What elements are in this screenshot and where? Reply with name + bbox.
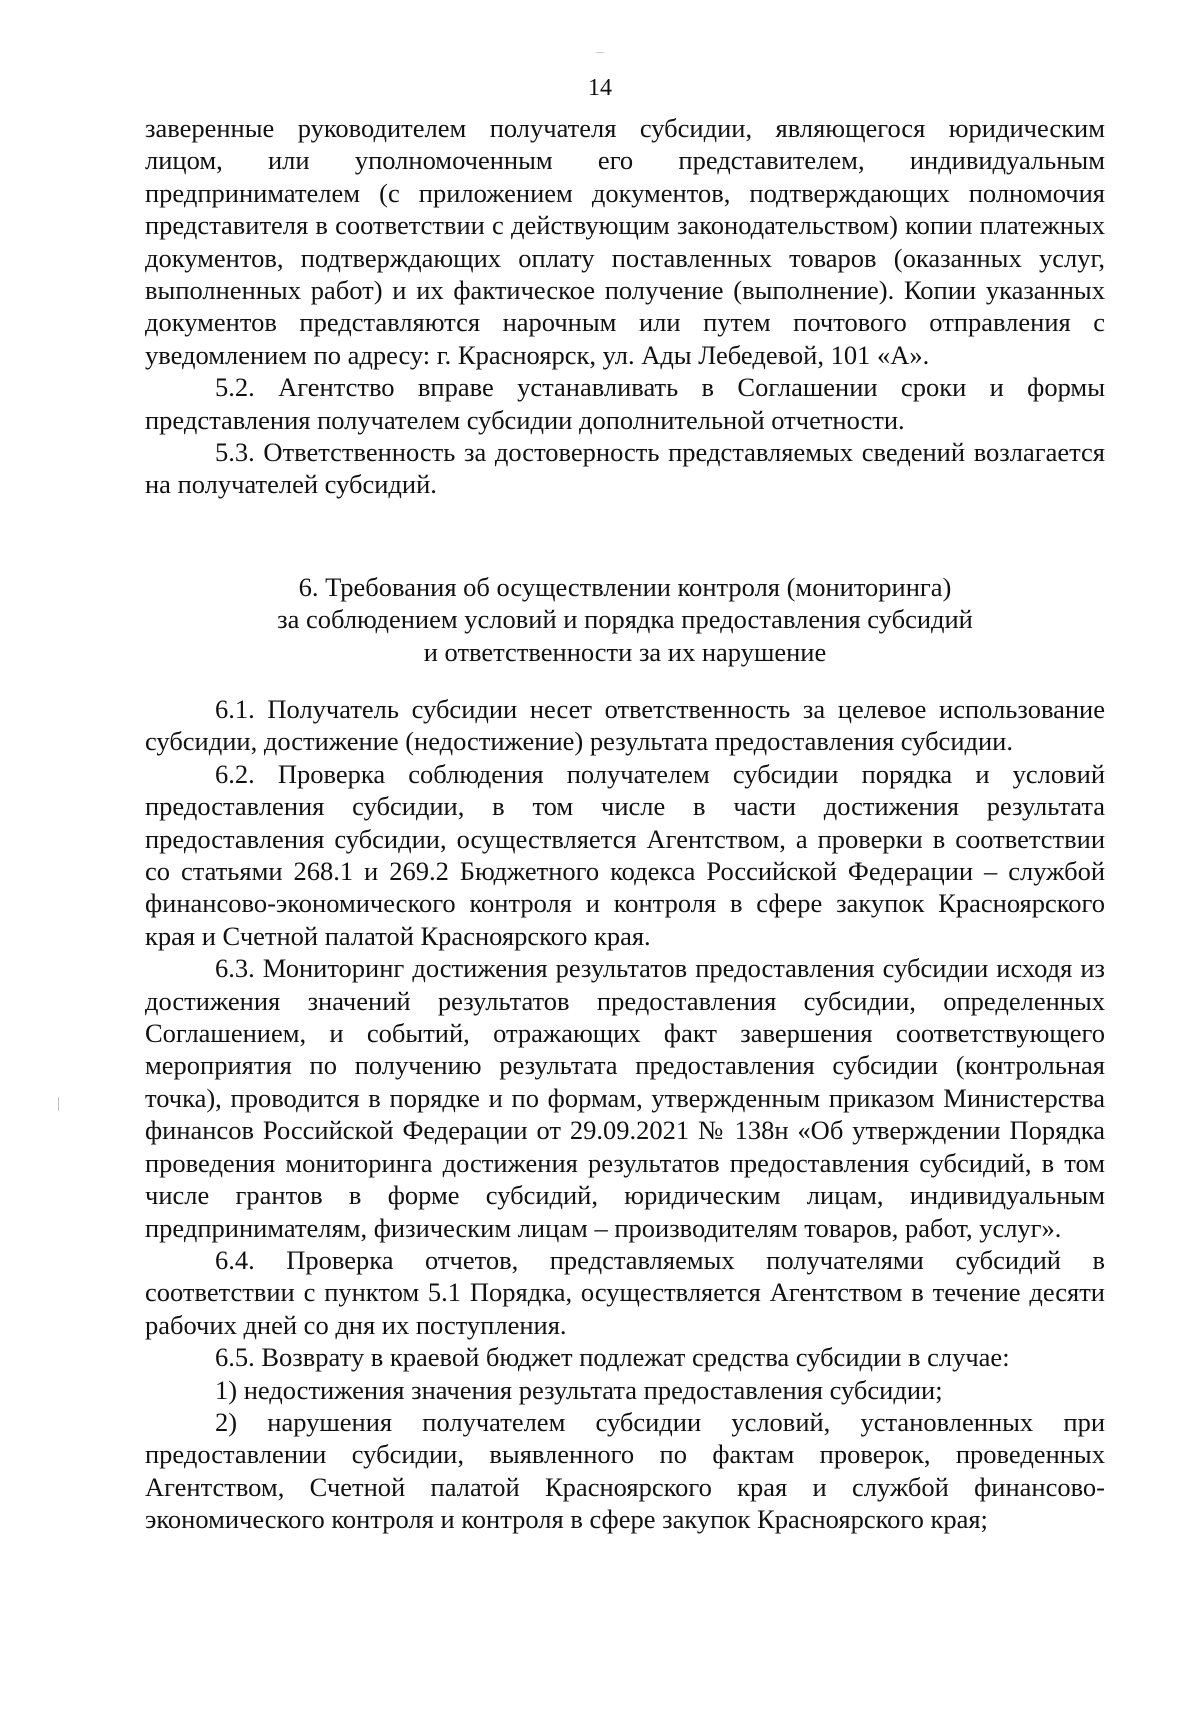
paragraph-5-2: 5.2. Агентство вправе устанавливать в Соглашении сроки и формы представления получателем субсидии дополнительной отчетности.: [145, 372, 1105, 435]
paragraph-6-4: 6.4. Проверка отчетов, представляемых получателями субсидий в соответствии с пунктом 5.1 Порядка, осуществляется Агентством в течение десяти рабочих дней со дня их поступления.: [145, 1244, 1105, 1340]
paragraph-5-1-continuation: заверенные руководителем получателя субсидии, являющегося юридическим лицом, или уполномоченным его представителем, индивидуальным предпринимателем (с приложением документов, подтверждающих полномочия представителя в соответствии с действующим законодательством) копии платежных документов, подтверждающих оплату поставленных товаров (оказанных услуг, выполненных работ) и их фактическое получение (выполнение). Копии указанных документов представляются нарочным или путем почтового отправления с уведомлением по адресу: г. Красноярск, ул. Ады Лебедевой, 101 «А».: [145, 113, 1105, 370]
list-item-2: 2) нарушения получателем субсидии условий, установленных при предоставлении субсидии, выявленного по фактам проверок, проведенных Агентством, Счетной палатой Красноярского края и службой финансово-экономического контроля и контроля в сфере закупок Красноярского края;: [145, 1406, 1105, 1535]
paragraph-6-5: 6.5. Возврату в краевой бюджет подлежат средства субсидии в случае:: [215, 1342, 1010, 1373]
heading-line-3: и ответственности за их нарушение: [423, 636, 827, 667]
paragraph-6-1: 6.1. Получатель субсидии несет ответственность за целевое использование субсидии, достижение (недостижение) результата предоставления субсидии.: [145, 694, 1105, 757]
paragraph-6-3: 6.3. Мониторинг достижения результатов предоставления субсидии исходя из достижения значений результатов предоставления субсидии, определенных Соглашением, и событий, отражающих факт завершения соответствующего мероприятия по получению результата предоставления субсидии (контрольная точка), проводится в порядке и по формам, утвержденным приказом Министерства финансов Российской Федерации от 29.09.2021 № 138н «Об утверждении Порядка проведения мониторинга достижения результатов предоставления субсидий, в том числе грантов в форме субсидий, юридическим лицам, индивидуальным предпринимателям, физическим лицам – производителям товаров, работ, услуг».: [145, 953, 1105, 1243]
heading-line-1: 6. Требования об осуществлении контроля (мониторинга): [298, 572, 952, 602]
paragraph-6-2: 6.2. Проверка соблюдения получателем субсидии порядка и условий предоставления субсидии, в том числе в части достижения результата предоставления субсидии, осуществляется Агентством, а проверки в соответствии со статьями 268.1 и 269.2 Бюджетного кодекса Российской Федерации – службой финансово-экономического контроля и контроля в сфере закупок Красноярского края и Счетной палатой Красноярского края.: [145, 758, 1105, 951]
section-6-heading: [145, 571, 1105, 668]
scan-artifact: [596, 52, 604, 53]
scan-margin-mark: [58, 1097, 59, 1111]
heading-line-2: за соблюдением условий и порядка предоставления субсидий: [277, 604, 973, 635]
page-number: 14: [588, 75, 612, 101]
paragraph-5-3: 5.3. Ответственность за достоверность представляемых сведений возлагается на получателей субсидий.: [145, 437, 1105, 500]
section-5-continuation: [145, 112, 1105, 501]
section-6-body: [145, 693, 1105, 1536]
list-item-1: 1) недостижения значения результата предоставления субсидии;: [215, 1374, 943, 1405]
